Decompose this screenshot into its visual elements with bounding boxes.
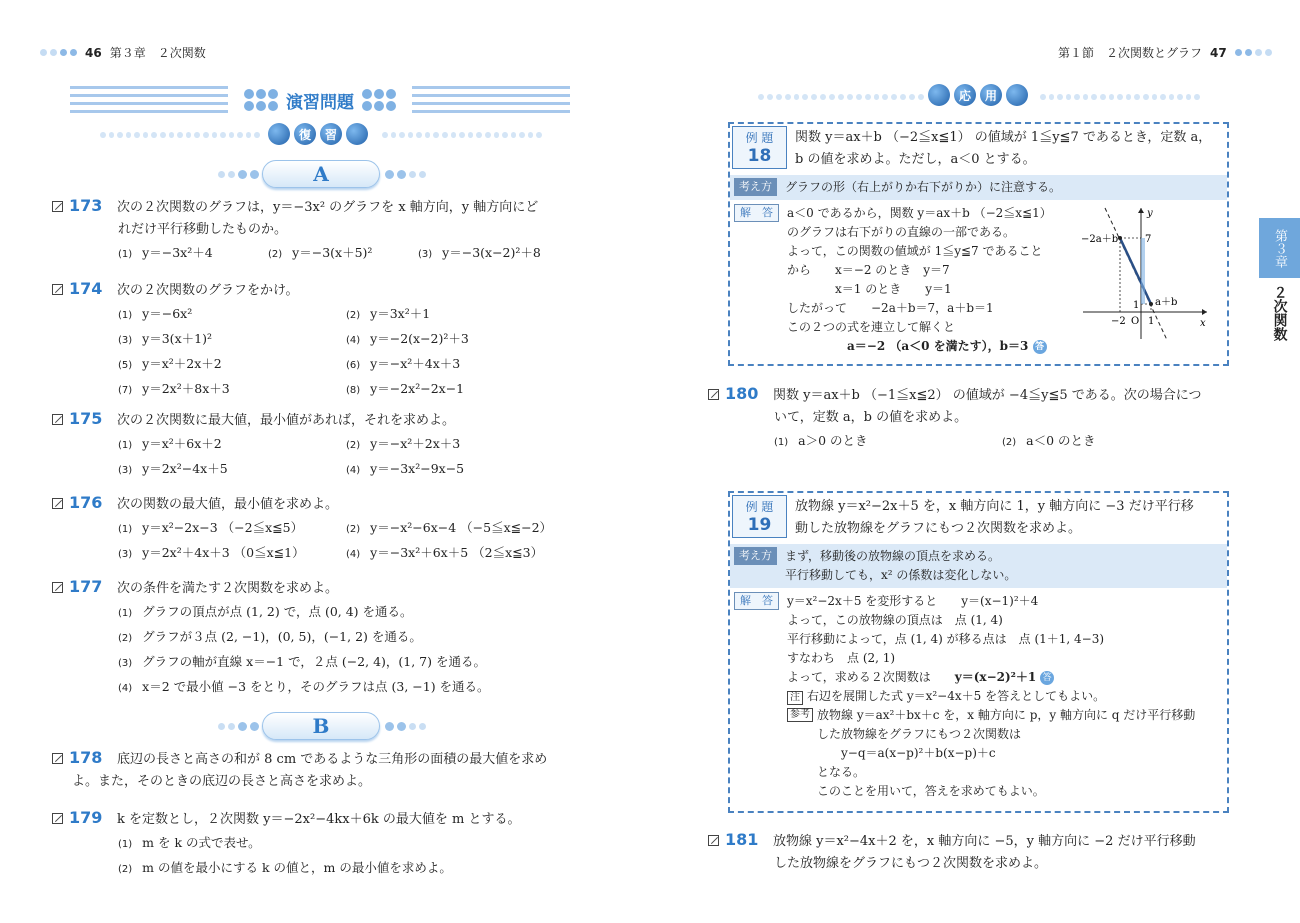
graph-tick-y1: 1 [1133, 300, 1140, 311]
problem-175: 175 次の２次関数に最大値，最小値があれば，それを求めよ。 (1) y＝x²＋6x＋2 (2) y＝−x²＋2x＋3 (3) y＝2x²−4x＋5 (4) y＝−3x²−9x−5 [52, 409, 592, 482]
left-page-number: 46 [85, 45, 102, 60]
problem-178: 178 底辺の長さと高さの和が 8 cm であるような三角形の面積の最大値を求め よ。また，そのときの底辺の長さと高さを求めよ。 [52, 748, 592, 793]
checkbox-icon[interactable] [52, 201, 63, 212]
banner-dots-left [244, 89, 278, 111]
example-19-note: 注 右辺を展開した式 y＝x²−4x＋5 を答えとしてもよい。 [787, 687, 1223, 706]
example-18-question: 関数 y＝ax＋b （−2≦x≦1） の値域が 1≦y≦7 であるとき，定数 a， b の値を求めよ。ただし，a＜0 とする。 [795, 130, 1212, 167]
example-19-reference: 参考 放物線 y＝ax²＋bx＋c を，x 軸方向に p，y 軸方向に q だけ平行移動 した放物線をグラフにもつ２次関数は y−q＝a(x−p)²＋b(x−p)＋c となる。 このことを用いて，答えを求めてもよい。 [787, 706, 1223, 801]
checkbox-icon[interactable] [52, 813, 63, 824]
review-label: 復 習 [268, 123, 368, 145]
graph-y-label: y [1147, 208, 1153, 219]
problem-177: 177 次の条件を満たす２次関数を求めよ。 (1) グラフの頂点が点 (1, 2) で，点 (0, 4) を通る。 (2) グラフが３点 (2, −1)，(0, 5)，(−1, 2) を通る。 (3) グラフの軸が直線 x＝−1 で，２点 (−2, 4)，(1, 7) を通る。 (4) x＝2 で最小値 −3 をとり，そのグラフは点 (3, −1) を通る。 [52, 577, 592, 700]
graph-label-top: −2a＋b [1081, 234, 1119, 245]
problem-176: 176 次の関数の最大値，最小値を求めよ。 (1) y＝x²−2x−3 （−2≦x≦5） (2) y＝−x²−6x−4 （−5≦x≦−2） (3) y＝2x²＋4x＋3 （0≦x≦1） (4) y＝−3x²＋6x＋5 （2≦x≦3） [52, 493, 592, 566]
graph-label-bottom: a＋b [1155, 297, 1178, 308]
left-chapter-title: 第３章 ２次関数 [109, 46, 206, 60]
graph-tick-7: 7 [1145, 234, 1152, 245]
banner-dots-right [362, 89, 396, 111]
example-19-answer: よって，求める２次関数は y＝(x−2)²＋1 答 [787, 668, 1223, 687]
example-19-hint: 考え方 まず，移動後の放物線の頂点を求める。 平行移動しても，x² の係数は変化しない。 [730, 544, 1227, 588]
graph-x-label: x [1200, 318, 1206, 329]
graph-origin-label: O [1131, 316, 1140, 327]
apply-label: 応 用 [928, 84, 1028, 106]
banner-title: 演習問題 [286, 92, 354, 113]
right-page-number: 47 [1210, 45, 1227, 60]
section-a-label: A [262, 160, 380, 188]
right-section-title: 第１節 ２次関数とグラフ [1058, 46, 1203, 60]
review-dots-left [100, 130, 260, 140]
apply-dots-left [758, 92, 924, 102]
checkbox-icon[interactable] [52, 498, 63, 509]
right-running-header [1058, 44, 1272, 61]
example-18-label: 例 題 18 [732, 126, 787, 169]
section-b-dots-right [385, 722, 426, 731]
example-18-hint: 考え方 グラフの形（右上がりか右下がりか）に注意する。 [730, 175, 1227, 200]
apply-dots-right [1040, 92, 1200, 102]
problem-179: 179 k を定数とし，２次関数 y＝−2x²−4kx＋6k の最大値を m とする。 (1) m を k の式で表せ。 (2) m の値を最小にする k の値と，m の最小値を求めよ。 [52, 808, 592, 881]
example-19-box [728, 491, 1229, 813]
left-running-header [40, 44, 206, 61]
chapter-tab-title: ２次関数 [1271, 285, 1288, 341]
answer-mark-icon: 答 [1033, 340, 1047, 354]
checkbox-icon[interactable] [52, 414, 63, 425]
graph-tick-neg2: −2 [1111, 316, 1126, 327]
problem-180: 180 関数 y＝ax＋b （−1≦x≦2） の値域が −4≦y≦5 である。次の場合につ いて，定数 a，b の値を求めよ。 (1) a＞0 のとき (2) a＜0 のとき [708, 384, 1228, 454]
chapter-tab-number: 第３章 [1259, 218, 1300, 278]
example-18-answer: a＝−2 （a＜0 を満たす），b＝3 答 [787, 337, 1077, 356]
chapter-tab[interactable] [1259, 218, 1300, 348]
checkbox-icon[interactable] [708, 835, 719, 846]
section-a-dots-left [218, 170, 259, 179]
section-b-dots-left [218, 722, 259, 731]
problem-174: 174 次の２次関数のグラフをかけ。 (1) y＝−6x² (2) y＝3x²＋1 (3) y＝3(x＋1)² (4) y＝−2(x−2)²＋3 (5) y＝x²＋2x＋2 (6) y＝−x²＋4x＋3 (7) y＝2x²＋8x＋3 (8) y＝−2x²−2x−1 [52, 279, 592, 402]
example-18-solution: 解 答 a＜0 であるから，関数 y＝ax＋b （−2≦x≦1） のグラフは右下がりの直線の一部である。 よって，この関数の値域が 1≦y≦7 であること から x＝−2 のとき y＝7 x＝1 のとき y＝1 したがって −2a＋b＝7，a＋b＝1 この２つの式を連立して解くと a＝−2 （a＜0 を満たす），b＝3 答 y x O −2 1 7 1 −2a＋b a＋b [730, 200, 1227, 360]
header-dots [1235, 49, 1272, 56]
exercise-banner [228, 82, 412, 118]
answer-mark-icon: 答 [1040, 671, 1054, 685]
example-18-box [728, 122, 1229, 366]
section-b-label: B [262, 712, 380, 740]
example-19-solution: 解 答 y＝x²−2x＋5 を変形すると y＝(x−1)²＋4 よって，この放物線の頂点は 点 (1, 4) 平行移動によって，点 (1, 4) が移る点は 点 (1＋1, 4−3) すなわち 点 (2, 1) よって，求める２次関数は y＝(x−2)²＋1 答 注 右辺を展開した式 y＝x²−4x＋5 を答えとしてもよい。 参考 放物線 y＝ax²＋bx＋c を，x 軸方向に p，y 軸方向に q だけ平行移動 した放物線をグラフにもつ２次関数は y−q＝a(x−p)²＋b(x−p)＋c となる。 このことを用いて，答えを求めてもよい。 [730, 588, 1227, 805]
example-19-label: 例 題 19 [732, 495, 787, 538]
example-18-graph [1081, 204, 1213, 344]
checkbox-icon[interactable] [52, 753, 63, 764]
header-dots [40, 49, 77, 56]
problem-173: 173 次の２次関数のグラフは，y＝−3x² のグラフを x 軸方向，y 軸方向にど れだけ平行移動したものか。 (1) y＝−3x²＋4 (2) y＝−3(x＋5)² (3) y＝−3(x−2)²＋8 [52, 196, 592, 266]
checkbox-icon[interactable] [52, 284, 63, 295]
problem-181: 181 放物線 y＝x²−4x＋2 を，x 軸方向に −5，y 軸方向に −2 だけ平行移動 した放物線をグラフにもつ２次関数を求めよ。 [708, 830, 1228, 875]
checkbox-icon[interactable] [708, 389, 719, 400]
section-a-dots-right [385, 170, 426, 179]
graph-tick-1: 1 [1148, 316, 1155, 327]
example-19-question: 放物線 y＝x²−2x＋5 を，x 軸方向に 1，y 軸方向に −3 だけ平行移 動した放物線をグラフにもつ２次関数を求めよ。 [795, 499, 1194, 536]
review-dots-right [382, 130, 542, 140]
checkbox-icon[interactable] [52, 582, 63, 593]
